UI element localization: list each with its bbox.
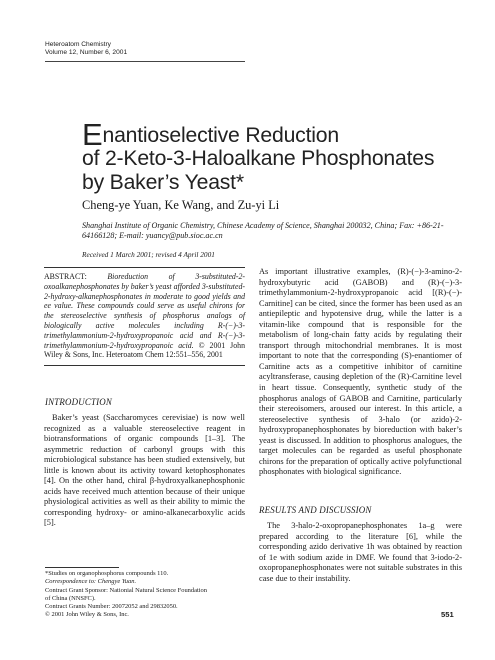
title-initial: E: [82, 117, 103, 152]
affiliation: Shanghai Institute of Organic Chemistry, Chinese Academy of Science, Shanghai 200032, China; Fax: +86-21-64166128; E-mail: yuancy@pub.sioc.ac.cn: [82, 221, 444, 241]
journal-name: Heteroatom Chemistry: [45, 41, 111, 48]
introduction-heading: INTRODUCTION: [45, 397, 112, 407]
journal-header: [45, 41, 127, 58]
footnote-rule: [45, 567, 119, 568]
abstract-box: [44, 267, 245, 366]
results-paragraph: The 3-halo-2-oxopropanephosphonates 1a–g were prepared according to the literature [6], while the corresponding azido derivative 1h was obtained by reaction of 1e with sodium azide in DMF. We found that 3-iodo-2-oxopropanephosphonates were not suitable substrates in this case due to their instability.: [259, 521, 462, 583]
title-line-3: by Baker’s Yeast*: [82, 170, 244, 194]
title-line-2: of 2-Keto-3-Haloalkane Phosphonates: [82, 147, 435, 171]
footnote-line: of China (NNSFC).: [45, 594, 96, 602]
authors: Cheng-ye Yuan, Ke Wang, and Zu-yi Li: [82, 198, 280, 212]
title-line-1-rest: nantioselective Reduction: [102, 124, 339, 147]
abstract-copyright: © 2001 John Wiley & Sons, Inc. Heteroatom Chem 12:551–556, 2001: [44, 340, 245, 360]
article-title: [82, 117, 462, 194]
footnote-line: Contract Grant Sponsor: Nationial Natural Science Foundation: [45, 586, 207, 594]
page-number: 551: [441, 610, 454, 619]
right-column-paragraph: As important illustrative examples, (R)-(−)-3-amino-2-hydroxybutyric acid (GABOB) and (R)-(−)-3-trimethylammonium-2-hydroxypropanoic acid [(R)-(−)-Carnitine] can be cited, since the former has been used as an antiepileptic and hypotensive drug, while the latter is a vitamin-like compound that is responsible for the metabolism of long-chain fatty acids by regulating their transport through mitochondrial membranes. It is most important to note that the corresponding (S)-enantiomer of Carnitine acts as a competitive inhibitor of carnitine acyltransferase, causing depletion of the (R)-Carnitine level in heart tissue. Consequently, synthetic study of the phosphorus analogs of GABOB and Carnitine, particularly their stereoisomers, aroused our interest. In this article, a stereoselective synthesis of 3-halo (or azido)-2-hydroxypropanephosphonates by bioreduction with baker’s yeast is discussed. In addition to phosphorus analogues, the target molecules can be regarded as useful phosphonate chirons for the preparation of optically active polyfunctional phosphonates with biological significance.: [259, 267, 462, 477]
header-rule: [45, 61, 245, 62]
abstract-label: ABSTRACT:: [44, 272, 87, 281]
introduction-paragraph: Baker’s yeast (Saccharomyces cerevisiae) is now well recognized as a valuable stereoselective reagent in biotransformations of organic compounds [1–3]. The asymmetric reduction of carbonyl groups with this microbiological substance has been studied extensively, but little is known about its activity toward ketophosphonates [4]. On the other hand, chiral β-hydroxyalkanephosphonic acids have received much attention because of their unique physiological activities as well as their ability to mimic the corresponding hydroxy- or amino-alkanecarboxylic acids [5].: [44, 413, 245, 528]
footnote-line: Correspondence to: Chengye Yuan.: [45, 578, 137, 586]
title-line-1: [82, 117, 462, 152]
footnote-line: *Studies on organophosphorus compounds 110.: [45, 570, 169, 577]
received-dates: Received 1 March 2001; revised 4 April 2001: [82, 250, 215, 259]
results-heading: RESULTS AND DISCUSSION: [259, 505, 372, 515]
journal-volume: Volume 12, Number 6, 2001: [45, 49, 128, 57]
abstract-body: Bioreduction of 3-substituted-2-oxoalkanephosphonates by baker’s yeast afforded 3-substituted-2-hydroxy-alkanephosphonates in moderate to good yields and ee value. These compounds could serve as useful chirons for the stereoselective synthesis of phosphorus analogs of biologically active molecules including R-(−)-3-trimethylammonium-2-hydroxypropanoic acid and R-(−)-3-trimethylammonium-2-hydroxypropanoic acid.: [44, 272, 246, 350]
footnotes: [45, 570, 250, 620]
footnote-line: Contract Grants Number: 20072052 and 29832050.: [45, 603, 178, 611]
footnote-line: © 2001 John Wiley & Sons, Inc.: [45, 611, 129, 619]
